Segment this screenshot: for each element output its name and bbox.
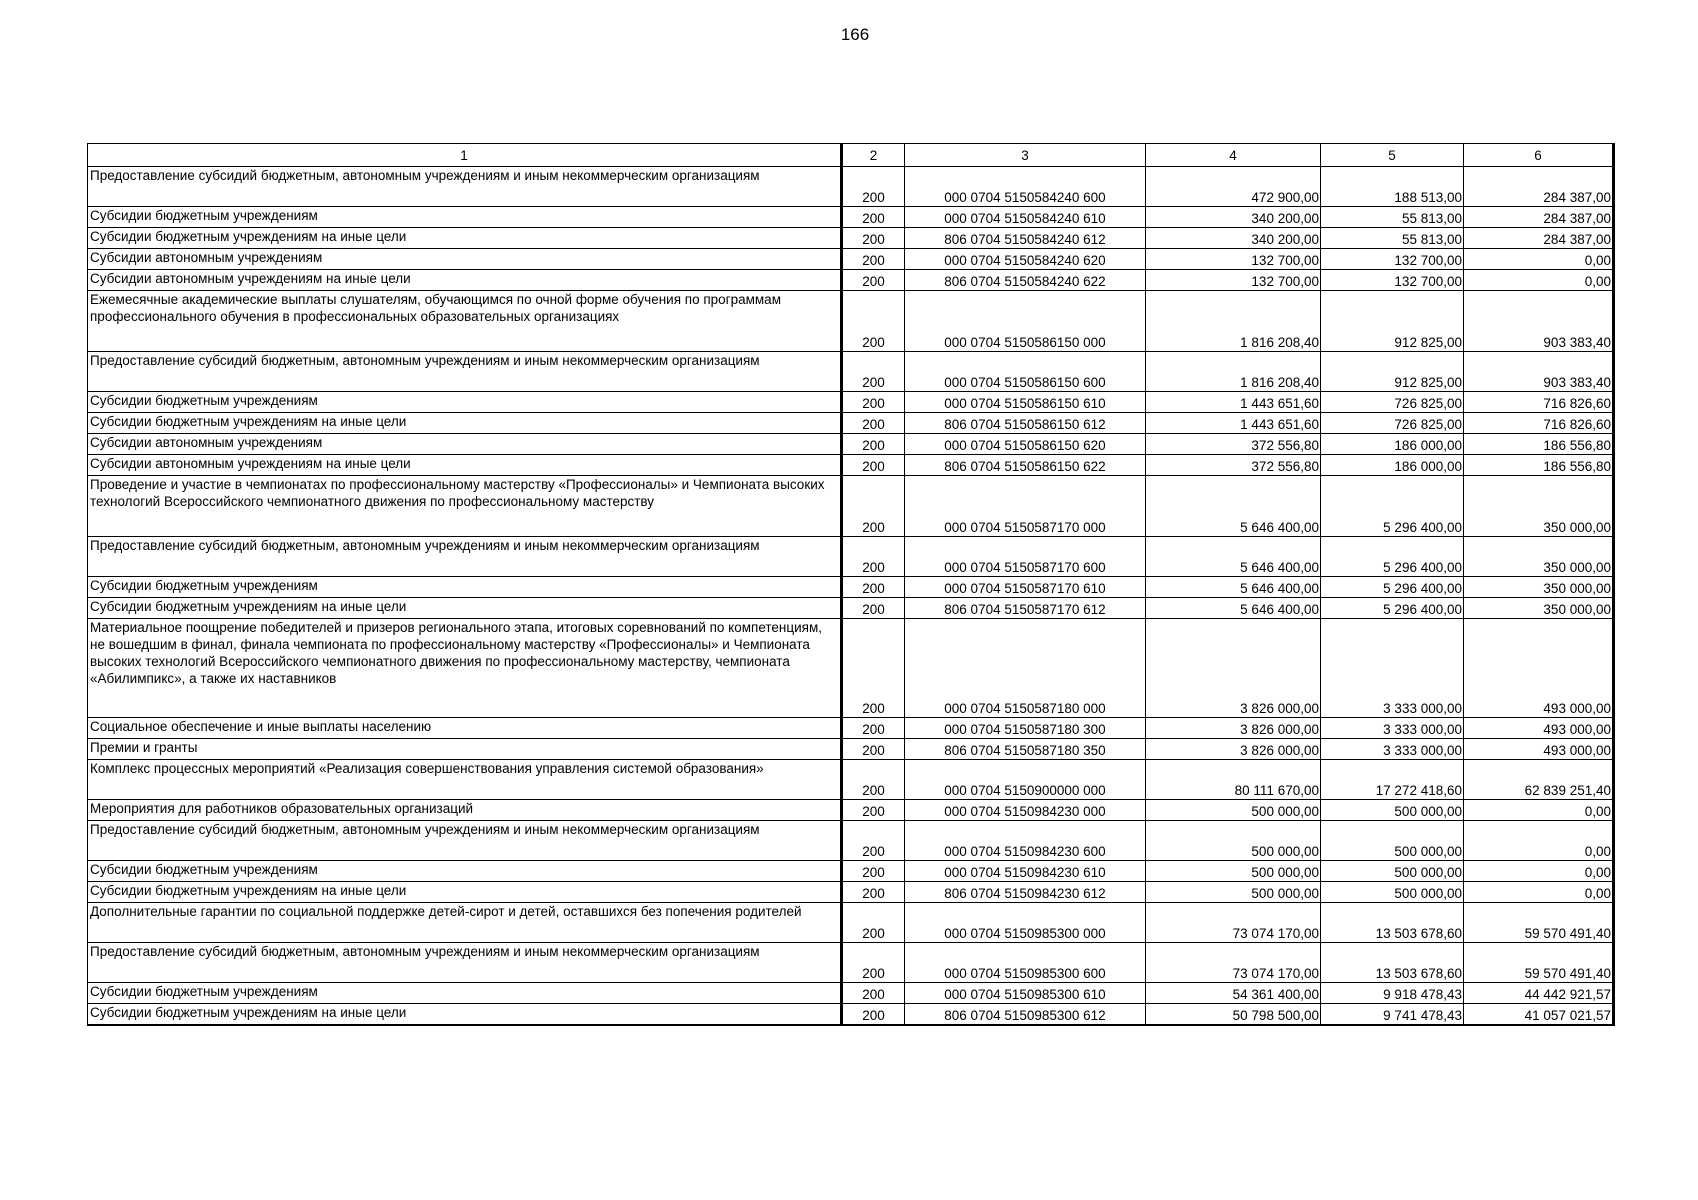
row-value-col6: 350 000,00 [1464,598,1614,619]
table-row [88,821,1614,861]
row-name: Субсидии автономным учреждениям [88,434,842,455]
row-value-col6: 493 000,00 [1464,739,1614,760]
row-budget-code: 806 0704 5150984230 612 [905,882,1146,903]
table-row [88,943,1614,983]
row-name: Субсидии бюджетным учреждениям на иные цели [88,228,842,249]
row-name: Предоставление субсидий бюджетным, автономным учреждениям и иным некоммерческим организациям [88,167,842,207]
row-grbs-code: 200 [842,760,905,800]
row-value-col6: 0,00 [1464,882,1614,903]
row-budget-code: 000 0704 5150586150 000 [905,291,1146,352]
row-value-col5: 9 741 478,43 [1321,1004,1464,1025]
row-name: Предоставление субсидий бюджетным, автономным учреждениям и иным некоммерческим организациям [88,537,842,577]
row-value-col5: 186 000,00 [1321,434,1464,455]
row-value-col5: 186 000,00 [1321,455,1464,476]
row-value-col6: 350 000,00 [1464,476,1614,537]
row-budget-code: 000 0704 5150586150 600 [905,352,1146,392]
row-budget-code: 000 0704 5150586150 610 [905,392,1146,413]
row-budget-code: 000 0704 5150984230 600 [905,821,1146,861]
row-grbs-code: 200 [842,903,905,943]
row-name: Субсидии бюджетным учреждениям [88,207,842,228]
row-name: Социальное обеспечение и иные выплаты населению [88,718,842,739]
table-row [88,228,1614,249]
row-value-col5: 13 503 678,60 [1321,903,1464,943]
row-name: Субсидии бюджетным учреждениям [88,983,842,1004]
row-budget-code: 000 0704 5150985300 610 [905,983,1146,1004]
row-grbs-code: 200 [842,352,905,392]
row-value-col4: 5 646 400,00 [1146,537,1321,577]
row-value-col4: 500 000,00 [1146,882,1321,903]
table-row [88,577,1614,598]
row-value-col6: 903 383,40 [1464,291,1614,352]
row-value-col5: 500 000,00 [1321,821,1464,861]
row-name: Предоставление субсидий бюджетным, автономным учреждениям и иным некоммерческим организациям [88,821,842,861]
row-value-col4: 5 646 400,00 [1146,598,1321,619]
row-value-col5: 3 333 000,00 [1321,718,1464,739]
row-name: Предоставление субсидий бюджетным, автономным учреждениям и иным некоммерческим организациям [88,352,842,392]
row-value-col4: 372 556,80 [1146,455,1321,476]
row-value-col4: 132 700,00 [1146,270,1321,291]
row-value-col5: 17 272 418,60 [1321,760,1464,800]
table-row [88,598,1614,619]
row-grbs-code: 200 [842,413,905,434]
row-grbs-code: 200 [842,983,905,1004]
row-value-col5: 5 296 400,00 [1321,476,1464,537]
row-name: Дополнительные гарантии по социальной поддержке детей-сирот и детей, оставшихся без попечения родителей [88,903,842,943]
table-row [88,455,1614,476]
row-grbs-code: 200 [842,455,905,476]
row-value-col5: 912 825,00 [1321,291,1464,352]
row-value-col4: 340 200,00 [1146,207,1321,228]
row-name: Премии и гранты [88,739,842,760]
row-value-col5: 55 813,00 [1321,228,1464,249]
row-value-col6: 284 387,00 [1464,228,1614,249]
row-value-col6: 186 556,80 [1464,455,1614,476]
row-grbs-code: 200 [842,800,905,821]
row-value-col6: 59 570 491,40 [1464,903,1614,943]
row-value-col6: 493 000,00 [1464,619,1614,718]
row-value-col5: 912 825,00 [1321,352,1464,392]
table-row [88,619,1614,718]
row-value-col4: 500 000,00 [1146,861,1321,882]
row-name: Предоставление субсидий бюджетным, автономным учреждениям и иным некоммерческим организациям [88,943,842,983]
row-value-col4: 472 900,00 [1146,167,1321,207]
row-budget-code: 000 0704 5150900000 000 [905,760,1146,800]
row-value-col4: 500 000,00 [1146,800,1321,821]
row-value-col6: 0,00 [1464,861,1614,882]
row-name: Субсидии бюджетным учреждениям на иные цели [88,1004,842,1025]
row-name: Субсидии бюджетным учреждениям [88,861,842,882]
row-value-col4: 3 826 000,00 [1146,619,1321,718]
row-value-col4: 73 074 170,00 [1146,943,1321,983]
row-value-col4: 500 000,00 [1146,821,1321,861]
header-row [88,144,1614,167]
row-value-col4: 132 700,00 [1146,249,1321,270]
page-number: 166 [840,25,870,44]
row-budget-code: 000 0704 5150984230 000 [905,800,1146,821]
row-grbs-code: 200 [842,270,905,291]
row-budget-code: 806 0704 5150586150 612 [905,413,1146,434]
row-grbs-code: 200 [842,861,905,882]
row-name: Мероприятия для работников образовательных организаций [88,800,842,821]
table-row [88,476,1614,537]
row-budget-code: 000 0704 5150587170 600 [905,537,1146,577]
row-value-col4: 1 443 651,60 [1146,392,1321,413]
col-header-5: 5 [1321,144,1464,167]
table-row [88,352,1614,392]
row-value-col6: 186 556,80 [1464,434,1614,455]
row-value-col4: 1 443 651,60 [1146,413,1321,434]
row-value-col4: 3 826 000,00 [1146,739,1321,760]
row-name: Субсидии бюджетным учреждениям [88,577,842,598]
row-value-col5: 5 296 400,00 [1321,577,1464,598]
row-budget-code: 000 0704 5150984230 610 [905,861,1146,882]
row-value-col5: 3 333 000,00 [1321,739,1464,760]
row-value-col5: 500 000,00 [1321,800,1464,821]
row-name: Материальное поощрение победителей и призеров регионального этапа, итоговых соревнований по компетенциям, не вошедшим в финал, финала чемпионата по профессиональному мастерству «Профессионалы» и Чемпионата высоких технологий Всероссийского чемпионатного движения по профессиональному мастерству, чемпионата «Абилимпикс», а также их наставников [88,619,842,718]
row-budget-code: 000 0704 5150985300 600 [905,943,1146,983]
row-budget-code: 806 0704 5150584240 622 [905,270,1146,291]
row-name: Проведение и участие в чемпионатах по профессиональному мастерству «Профессионалы» и Чемпионата высоких технологий Всероссийского чемпионатного движения по профессиональному мастерству [88,476,842,537]
row-grbs-code: 200 [842,207,905,228]
row-grbs-code: 200 [842,1004,905,1025]
col-header-3: 3 [905,144,1146,167]
row-budget-code: 000 0704 5150587180 000 [905,619,1146,718]
row-grbs-code: 200 [842,167,905,207]
row-budget-code: 000 0704 5150587170 610 [905,577,1146,598]
row-value-col5: 726 825,00 [1321,413,1464,434]
row-budget-code: 806 0704 5150587180 350 [905,739,1146,760]
row-value-col6: 350 000,00 [1464,577,1614,598]
row-value-col5: 132 700,00 [1321,249,1464,270]
row-grbs-code: 200 [842,249,905,270]
row-budget-code: 000 0704 5150586150 620 [905,434,1146,455]
row-budget-code: 000 0704 5150584240 620 [905,249,1146,270]
row-budget-code: 806 0704 5150985300 612 [905,1004,1146,1025]
row-value-col6: 0,00 [1464,821,1614,861]
row-value-col5: 9 918 478,43 [1321,983,1464,1004]
table-row [88,392,1614,413]
table-row [88,1004,1614,1025]
row-value-col5: 500 000,00 [1321,861,1464,882]
row-value-col5: 3 333 000,00 [1321,619,1464,718]
col-header-2: 2 [842,144,905,167]
table-row [88,760,1614,800]
row-value-col6: 493 000,00 [1464,718,1614,739]
row-value-col5: 5 296 400,00 [1321,598,1464,619]
row-name: Субсидии бюджетным учреждениям [88,392,842,413]
row-name: Субсидии автономным учреждениям на иные цели [88,455,842,476]
row-value-col6: 0,00 [1464,249,1614,270]
row-grbs-code: 200 [842,577,905,598]
row-budget-code: 000 0704 5150587170 000 [905,476,1146,537]
row-value-col6: 0,00 [1464,270,1614,291]
row-value-col6: 0,00 [1464,800,1614,821]
row-grbs-code: 200 [842,291,905,352]
table-row [88,434,1614,455]
row-grbs-code: 200 [842,619,905,718]
row-grbs-code: 200 [842,718,905,739]
row-value-col6: 59 570 491,40 [1464,943,1614,983]
row-value-col4: 54 361 400,00 [1146,983,1321,1004]
row-value-col4: 340 200,00 [1146,228,1321,249]
row-budget-code: 000 0704 5150584240 600 [905,167,1146,207]
table-row [88,882,1614,903]
table-row [88,861,1614,882]
row-value-col4: 3 826 000,00 [1146,718,1321,739]
row-value-col5: 5 296 400,00 [1321,537,1464,577]
row-grbs-code: 200 [842,882,905,903]
table-row [88,800,1614,821]
row-grbs-code: 200 [842,598,905,619]
row-value-col4: 5 646 400,00 [1146,577,1321,598]
row-value-col6: 44 442 921,57 [1464,983,1614,1004]
row-value-col4: 372 556,80 [1146,434,1321,455]
row-name: Субсидии бюджетным учреждениям на иные цели [88,882,842,903]
row-value-col6: 716 826,60 [1464,413,1614,434]
row-value-col4: 80 111 670,00 [1146,760,1321,800]
row-budget-code: 000 0704 5150985300 000 [905,903,1146,943]
row-grbs-code: 200 [842,739,905,760]
row-value-col6: 41 057 021,57 [1464,1004,1614,1025]
row-name: Субсидии автономным учреждениям на иные цели [88,270,842,291]
row-grbs-code: 200 [842,434,905,455]
table-row [88,718,1614,739]
row-value-col6: 62 839 251,40 [1464,760,1614,800]
row-value-col4: 1 816 208,40 [1146,352,1321,392]
table-row [88,413,1614,434]
row-budget-code: 806 0704 5150587170 612 [905,598,1146,619]
row-value-col5: 188 513,00 [1321,167,1464,207]
row-value-col6: 284 387,00 [1464,167,1614,207]
row-value-col5: 55 813,00 [1321,207,1464,228]
row-value-col5: 132 700,00 [1321,270,1464,291]
row-budget-code: 806 0704 5150584240 612 [905,228,1146,249]
row-name: Субсидии бюджетным учреждениям на иные цели [88,413,842,434]
table-row [88,983,1614,1004]
col-header-6: 6 [1464,144,1614,167]
row-grbs-code: 200 [842,537,905,577]
table-row [88,270,1614,291]
row-budget-code: 000 0704 5150584240 610 [905,207,1146,228]
row-value-col5: 726 825,00 [1321,392,1464,413]
row-name: Субсидии бюджетным учреждениям на иные цели [88,598,842,619]
row-value-col6: 284 387,00 [1464,207,1614,228]
row-name: Субсидии автономным учреждениям [88,249,842,270]
table-row [88,167,1614,207]
row-budget-code: 806 0704 5150586150 622 [905,455,1146,476]
table-row [88,207,1614,228]
row-name: Комплекс процессных мероприятий «Реализация совершенствования управления системой образования» [88,760,842,800]
row-grbs-code: 200 [842,943,905,983]
table-row [88,903,1614,943]
row-grbs-code: 200 [842,476,905,537]
row-value-col4: 1 816 208,40 [1146,291,1321,352]
row-value-col5: 500 000,00 [1321,882,1464,903]
table-row [88,739,1614,760]
row-value-col4: 50 798 500,00 [1146,1004,1321,1025]
row-name: Ежемесячные академические выплаты слушателям, обучающимся по очной форме обучения по программам профессионального обучения в профессиональных образовательных организациях [88,291,842,352]
col-header-4: 4 [1146,144,1321,167]
row-value-col6: 716 826,60 [1464,392,1614,413]
table-row [88,291,1614,352]
row-grbs-code: 200 [842,228,905,249]
row-value-col6: 903 383,40 [1464,352,1614,392]
row-value-col4: 5 646 400,00 [1146,476,1321,537]
table-row [88,249,1614,270]
row-value-col6: 350 000,00 [1464,537,1614,577]
col-header-1: 1 [88,144,842,167]
budget-table [87,143,1615,1026]
row-grbs-code: 200 [842,392,905,413]
table-row [88,537,1614,577]
row-value-col4: 73 074 170,00 [1146,903,1321,943]
row-budget-code: 000 0704 5150587180 300 [905,718,1146,739]
row-grbs-code: 200 [842,821,905,861]
row-value-col5: 13 503 678,60 [1321,943,1464,983]
